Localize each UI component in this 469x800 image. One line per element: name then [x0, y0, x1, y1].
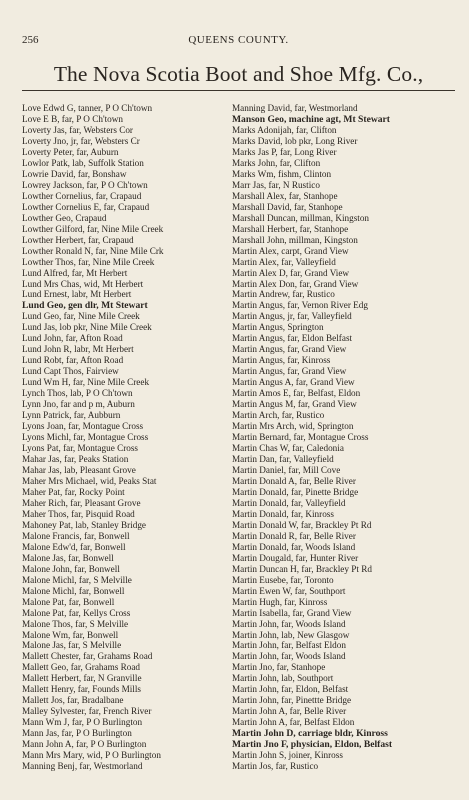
directory-entry: Marshall Duncan, millman, Kingston: [232, 212, 370, 223]
directory-entry: Mahar Jas, far, Peaks Station: [22, 454, 129, 464]
directory-entry: Martin Alex Don, far, Grand View: [232, 278, 359, 289]
directory-entry: Maher Pat, far, Rocky Point: [22, 486, 125, 497]
directory-entry: Martin John, far, Pinettte Bridge: [232, 695, 352, 706]
directory-entry: Martin Donald, far, Pinette Bridge: [232, 486, 359, 497]
directory-entry: Marshall Alex, far, Stanhope: [232, 190, 338, 201]
directory-entry: Martin Angus, far, Vernon River Edg: [232, 300, 368, 311]
directory-entry: Lowther Geo, Crapaud: [22, 212, 107, 223]
directory-entry: Marks Wm, fishm, Clinton: [232, 168, 332, 179]
directory-entry: Martin Dan, far, Valleyfield: [232, 454, 334, 464]
directory-entry: Lynn Patrick, far, Aubburn: [22, 410, 121, 421]
directory-entry: Loverty Jas, far, Websters Cor: [22, 124, 133, 135]
directory-entry: Martin Hugh, far, Kinross: [232, 596, 328, 607]
directory-entry: Love E B, far, P O Ch'town: [22, 113, 123, 124]
directory-entry: Martin Alex D, far, Grand View: [232, 267, 350, 278]
directory-entry: Mallett Geo, far, Grahams Road: [22, 662, 141, 673]
directory-entry: Lyons Joan, far, Montague Cross: [22, 421, 144, 432]
directory-entry: Mallett Henry, far, Founds Mills: [22, 684, 141, 695]
directory-entry: Lund Mrs Chas, wid, Mt Herbert: [22, 278, 144, 289]
directory-entry: Marshall John, millman, Kingston: [232, 234, 358, 245]
directory-entry: Maher Rich, far, Pleasant Grove: [22, 497, 141, 508]
directory-entry: Mann Jas, far, P O Burlington: [22, 728, 132, 739]
directory-entry: Lowther Thos, far, Nine Mile Creek: [22, 256, 155, 267]
directory-entry: Martin Angus, far, Grand View: [232, 344, 347, 355]
directory-entry: Malone Edw'd, far, Bonwell: [22, 541, 126, 552]
directory-entry: Martin John, far, Woods Island: [232, 618, 346, 629]
directory-entry: Mann John A, far, P O Burlington: [22, 739, 147, 750]
directory-entry: Lowther Herbert, far, Crapaud: [22, 234, 134, 245]
directory-entry: Martin John, far, Eldon, Belfast: [232, 684, 349, 695]
directory-entry: Malley Sylvester, far, French River: [22, 706, 152, 717]
directory-entry: Malone Wm, far, Bonwell: [22, 629, 119, 640]
directory-entry: Martin John A, far, Belle River: [232, 706, 347, 717]
directory-entry: Malone Michl, far, Bonwell: [22, 585, 125, 596]
directory-entry: Martin Mrs Arch, wid, Springton: [232, 421, 354, 432]
directory-entry: Mallett Jos, far, Bradalbane: [22, 695, 124, 706]
directory-entry: Martin Isabella, far, Grand View: [232, 607, 352, 618]
directory-entry: Malone Michl, far, S Melville: [22, 574, 132, 585]
directory-entry: Marr Jas, far, N Rustico: [232, 179, 320, 190]
directory-entry: Martin John, lab, Southport: [232, 673, 334, 684]
directory-entry: Mann Wm J, far, P O Burlington: [22, 717, 143, 728]
directory-entry: Lund Robt, far, Afton Road: [22, 355, 124, 366]
directory-entry: Loverty Peter, far, Auburn: [22, 146, 119, 157]
directory-entry: Malone Jas, far, Bonwell: [22, 552, 114, 563]
directory-entry: Lowrey Jackson, far, P O Ch'town: [22, 179, 148, 190]
directory-entry: Manson Geo, machine agt, Mt Stewart: [232, 113, 391, 125]
directory-entry: Martin Ewen W, far, Southport: [232, 585, 346, 596]
directory-entry: Lowther Gilford, far, Nine Mile Creek: [22, 223, 164, 234]
directory-entry: Lynn Jno, far and p m, Auburn: [22, 399, 135, 410]
directory-entry: Mallett Chester, far, Grahams Road: [22, 651, 153, 662]
directory-entry: Martin Chas W, far, Caledonia: [232, 443, 344, 454]
directory-entry: Lund Ernest, labr, Mt Herbert: [22, 289, 132, 300]
directory-entry: Lund Capt Thos, Fairview: [22, 366, 119, 377]
directory-entry: Martin Bernard, far, Montague Cross: [232, 432, 369, 443]
directory-entry: Marks Adonijah, far, Clifton: [232, 124, 337, 135]
directory-entry: Lyons Pat, far, Montague Cross: [22, 443, 138, 454]
directory-entry: Martin Daniel, far, Mill Cove: [232, 464, 341, 475]
left-column: [22, 103, 242, 772]
directory-entry: Love Edwd G, tanner, P O Ch'town: [22, 103, 153, 113]
directory-entry: Loverty Jno, jr, far, Websters Cr: [22, 135, 140, 146]
right-column: [232, 103, 464, 772]
directory-entry: Malone John, far, Bonwell: [22, 563, 120, 574]
directory-columns: [22, 103, 459, 793]
directory-entry: Martin Donald, far, Valleyfield: [232, 497, 346, 508]
directory-entry: Martin Jno, far, Stanhope: [232, 662, 326, 673]
directory-entry: Martin John, far, Woods Island: [232, 651, 346, 662]
directory-entry: Maher Mrs Michael, wid, Peaks Stat: [22, 475, 157, 486]
directory-entry: Lowlor Patk, lab, Suffolk Station: [22, 157, 144, 168]
directory-entry: Marshall Herbert, far, Stanhope: [232, 223, 349, 234]
directory-entry: Martin John S, joiner, Kinross: [232, 750, 343, 761]
directory-entry: Martin Amos E, far, Belfast, Eldon: [232, 388, 361, 399]
directory-entry: Martin Angus, far, Eldon Belfast: [232, 333, 353, 344]
directory-entry: Marks Jas P, far, Long River: [232, 146, 337, 157]
directory-entry: Martin Donald, far, Kinross: [232, 508, 334, 519]
directory-entry: Martin Alex, far, Valleyfield: [232, 256, 336, 267]
directory-entry: Lowther Cornelius E, far, Crapaud: [22, 201, 150, 212]
directory-entry: Maher Thos, far, Pisquid Road: [22, 508, 135, 519]
page-header: [22, 34, 455, 48]
directory-entry: Martin Donald A, far, Belle River: [232, 475, 356, 486]
directory-entry: Martin Andrew, far, Rustico: [232, 289, 335, 300]
directory-entry: Manning Benj, far, Westmorland: [22, 761, 143, 772]
directory-entry: Mahoney Pat, lab, Stanley Bridge: [22, 519, 147, 530]
page-number: 256: [22, 34, 39, 46]
advertisement-banner: The Nova Scotia Boot and Shoe Mfg. Co.,: [22, 62, 455, 91]
directory-entry: Lund Jas, lob pkr, Nine Mile Creek: [22, 322, 152, 333]
directory-entry: Martin Eusebe, far, Toronto: [232, 574, 334, 585]
directory-entry: Mann Mrs Mary, wid, P O Burlington: [22, 750, 161, 761]
running-title: QUEENS COUNTY.: [188, 34, 289, 46]
directory-entry: Marks David, lob pkr, Long River: [232, 135, 358, 146]
directory-entry: Malone Francis, far, Bonwell: [22, 530, 130, 541]
directory-entry: Martin John, far, Belfast Eldon: [232, 640, 346, 651]
directory-entry: Martin Alex, carpt, Grand View: [232, 245, 349, 256]
directory-entry: Martin Angus, jr, far, Valleyfield: [232, 311, 352, 322]
directory-entry: Lowrie David, far, Bonshaw: [22, 168, 127, 179]
directory-entry: Martin Donald W, far, Brackley Pt Rd: [232, 519, 372, 530]
directory-entry: Mahar Jas, lab, Pleasant Grove: [22, 464, 136, 475]
directory-entry: Malone Thos, far, S Melville: [22, 618, 129, 629]
directory-entry: Lund Wm H, far, Nine Mile Creek: [22, 377, 150, 388]
directory-entry: Martin Donald, far, Woods Island: [232, 541, 356, 552]
directory-entry: Martin Angus, far, Grand View: [232, 366, 347, 377]
directory-entry: Martin Donald R, far, Belle River: [232, 530, 356, 541]
directory-entry: Lyons Michl, far, Montague Cross: [22, 432, 149, 443]
directory-entry: Lynch Thos, lab, P O Ch'town: [22, 388, 133, 399]
directory-entry: Lund John R, labr, Mt Herbert: [22, 344, 134, 355]
directory-entry: Malone Pat, far, Kellys Cross: [22, 607, 131, 618]
directory-entry: Manning David, far, Westmorland: [232, 103, 358, 113]
directory-entry: Lund Geo, gen dlr, Mt Stewart: [22, 300, 148, 312]
directory-entry: Martin Angus A, far, Grand View: [232, 377, 355, 388]
directory-entry: Lund Geo, far, Nine Mile Creek: [22, 311, 140, 322]
directory-entry: Martin John D, carriage bldr, Kinross: [232, 728, 388, 740]
directory-entry: Marks John, far, Clifton: [232, 157, 321, 168]
directory-entry: Lund Alfred, far, Mt Herbert: [22, 267, 128, 278]
directory-entry: Marshall David, far, Stanhope: [232, 201, 343, 212]
directory-entry: Martin Jos, far, Rustico: [232, 761, 319, 772]
directory-entry: Malone Jas, far, S Melville: [22, 640, 122, 651]
directory-entry: Lowther Ronald N, far, Nine Mile Crk: [22, 245, 164, 256]
directory-entry: Malone Pat, far, Bonwell: [22, 596, 115, 607]
directory-entry: Martin Angus, far, Kinross: [232, 355, 331, 366]
directory-entry: Martin John A, far, Belfast Eldon: [232, 717, 355, 728]
directory-entry: Martin Angus, Springton: [232, 322, 324, 333]
directory-entry: Martin Arch, far, Rustico: [232, 410, 325, 421]
directory-entry: Lund John, far, Afton Road: [22, 333, 123, 344]
directory-entry: Martin Duncan H, far, Brackley Pt Rd: [232, 563, 372, 574]
directory-entry: Martin Dougald, far, Hunter River: [232, 552, 359, 563]
directory-entry: Martin John, lab, New Glasgow: [232, 629, 350, 640]
directory-entry: Martin Angus M, far, Grand View: [232, 399, 357, 410]
directory-entry: Martin Jno F, physician, Eldon, Belfast: [232, 739, 393, 751]
directory-entry: Mallett Herbert, far, N Granville: [22, 673, 142, 684]
directory-entry: Lowther Cornelius, far, Crapaud: [22, 190, 142, 201]
